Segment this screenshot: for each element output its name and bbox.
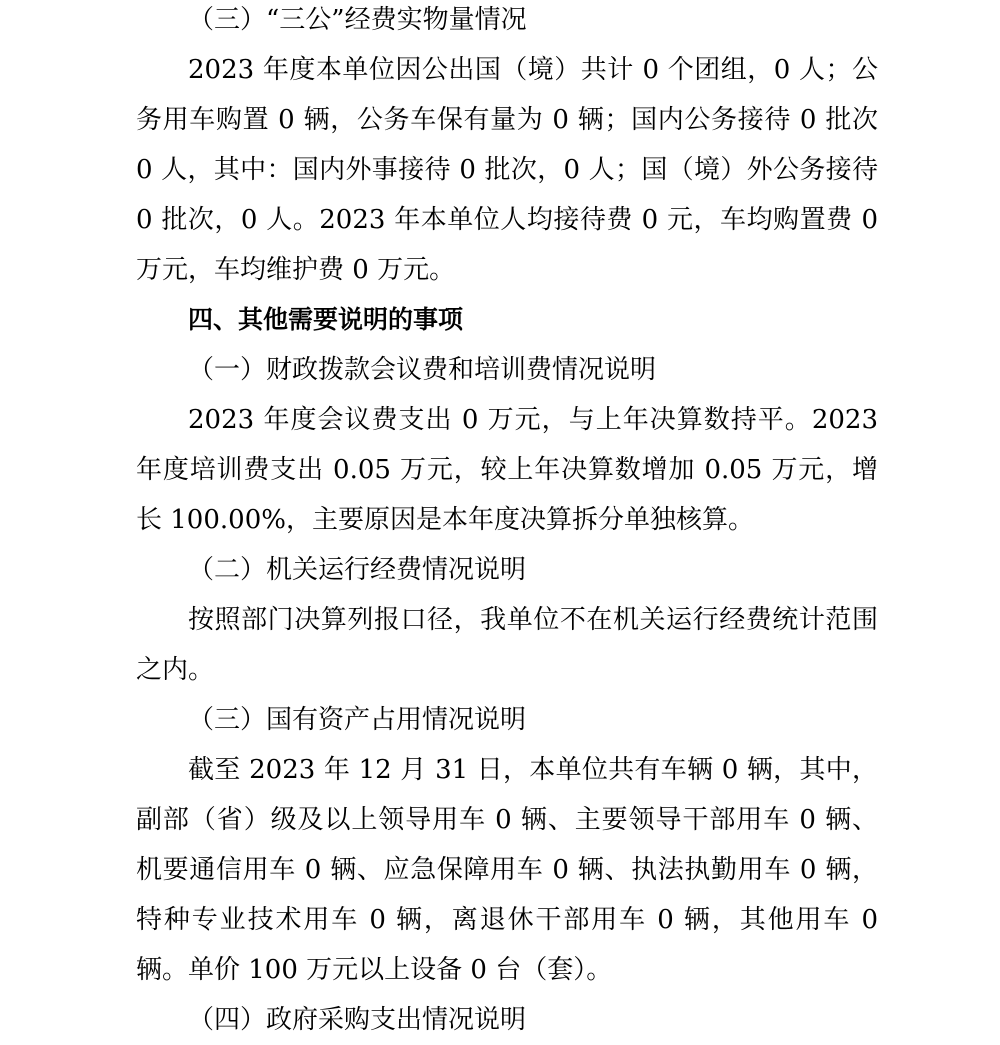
paragraph-state-assets: 截至 2023 年 12 月 31 日，本单位共有车辆 0 辆，其中，副部（省）级及以上领导用车 0 辆、主要领导干部用车 0 辆、机要通信用车 0 辆、应急保障用车 0 辆、执法执勤用车 0 辆，特种专业技术用车 0 辆，离退休干部用车 0 辆，其他用车 0 辆。单价 100 万元以上设备 0 台（套）。 xyxy=(136,755,878,985)
paragraph-operation-funds: 按照部门决算列报口径，我单位不在机关运行经费统计范围之内。 xyxy=(136,605,878,685)
section-heading-other-matters: 四、其他需要说明的事项 xyxy=(188,305,464,334)
paragraph-sangong-quantity: 2023 年度本单位因公出国（境）共计 0 个团组，0 人；公务用车购置 0 辆，公务车保有量为 0 辆；国内公务接待 0 批次 0 人，其中：国内外事接待 0 批次，0 人；国（境）外公务接待 0 批次，0 人。2023 年本单位人均接待费 0 元，车均购置费 0 万元，车均维护费 0 万元。 xyxy=(136,55,878,285)
section-title-state-assets: （三）国有资产占用情况说明 xyxy=(188,705,527,735)
section-title-government-procurement: （四）政府采购支出情况说明 xyxy=(188,1005,527,1035)
section-title-sangong-quantity: （三）“三公”经费实物量情况 xyxy=(188,5,527,35)
section-title-meeting-training: （一）财政拨款会议费和培训费情况说明 xyxy=(188,355,657,385)
paragraph-meeting-training: 2023 年度会议费支出 0 万元，与上年决算数持平。2023 年度培训费支出 0.05 万元，较上年决算数增加 0.05 万元，增长 100.00%，主要原因是本年度决算拆分单独核算。 xyxy=(136,405,878,535)
document-page xyxy=(136,0,878,1045)
section-title-operation-funds: （二）机关运行经费情况说明 xyxy=(188,555,527,585)
